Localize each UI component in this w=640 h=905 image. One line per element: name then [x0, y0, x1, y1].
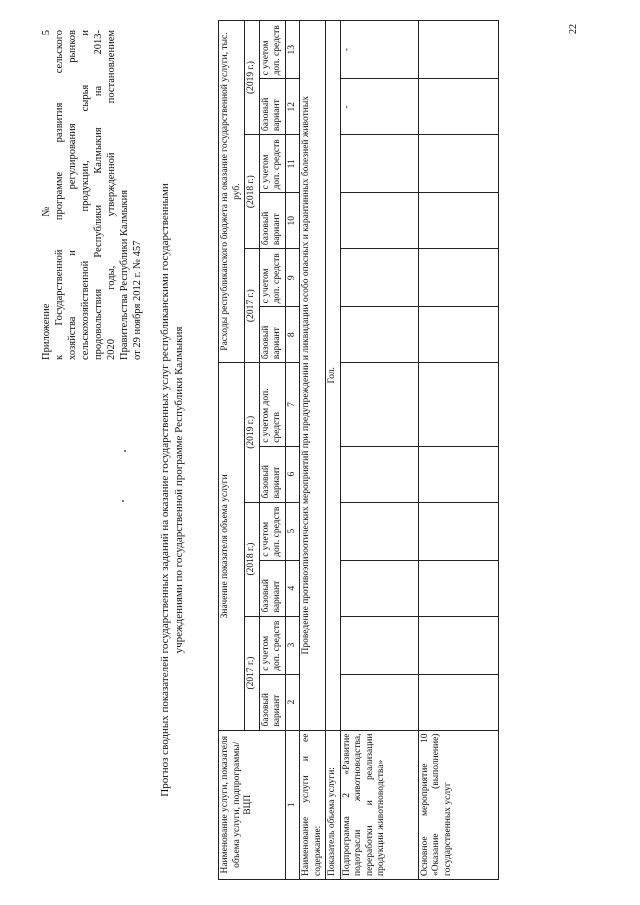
indicator-value: Гол.	[326, 21, 341, 731]
appendix-line: хозяйства и регулирования рынков	[67, 30, 78, 360]
appendix-line: Приложение № 5	[41, 30, 52, 360]
column-number: 12	[285, 79, 300, 135]
cell	[418, 193, 498, 249]
scan-dot	[124, 450, 126, 452]
service-label: Наименование услуги и ее содержание:	[300, 730, 326, 879]
cell	[418, 307, 498, 363]
header-base: базовый вариант	[259, 79, 285, 135]
header-budget-group: Расходы республиканского бюджета на оказание государственной услуги, тыс. руб.	[219, 21, 245, 363]
cell	[340, 502, 418, 560]
header-extra: с учетом доп. средств	[259, 21, 285, 79]
subprogram-label: Подпрограмма 2 «Развитие подотрасли животноводства, переработки и реализации продукции животноводства»	[340, 730, 418, 879]
header-base: базовый вариант	[259, 193, 285, 249]
header-row-1	[219, 21, 245, 880]
appendix-line: сельскохозяйственной продукции, сырья и	[80, 30, 91, 360]
column-number: 7	[285, 363, 300, 447]
cell	[340, 249, 418, 307]
column-number: 3	[285, 616, 300, 674]
cell	[418, 249, 498, 307]
appendix-line: Правительства Республики Калмыкия	[119, 189, 130, 360]
header-year: (2018 г.)	[245, 135, 260, 249]
title-line: Прогноз сводных показателей государственных заданий на оказание государственных услуг республиканскими государственными	[159, 183, 171, 797]
cell	[340, 193, 418, 249]
header-base: базовый вариант	[259, 560, 285, 616]
service-text: Проведение противоэпизоотических мероприятий при предупреждении и ликвидации особо опасных и карантинных болезней животных	[300, 21, 326, 731]
rotated-sheet	[40, 10, 580, 880]
cell	[340, 674, 418, 730]
appendix-line: к Государственной программе развития сельского	[54, 30, 65, 360]
header-extra: с учетом доп. средств	[259, 616, 285, 674]
column-number: 5	[285, 502, 300, 560]
cell	[340, 616, 418, 674]
cell	[418, 135, 498, 193]
cell	[340, 307, 418, 363]
page-number: 22	[568, 24, 579, 34]
subprogram-row	[340, 21, 418, 880]
cell	[340, 363, 418, 447]
service-row	[300, 21, 326, 880]
header-extra: с учетом доп. средств	[259, 363, 285, 447]
dash-cell: -	[340, 79, 418, 135]
main-event-label: Основное мероприятие 10 «Оказание (выполнение) государственных услуг	[418, 730, 498, 879]
column-number: 10	[285, 193, 300, 249]
cell	[418, 502, 498, 560]
dash-cell: -	[340, 21, 418, 79]
header-service-name: Наименование услуги, показателя объема услуги, подпрограммы/ВЦП	[219, 730, 286, 879]
column-number: 6	[285, 446, 300, 502]
column-number: 4	[285, 560, 300, 616]
scan-dot	[122, 500, 124, 502]
table-title	[158, 150, 186, 830]
column-number: 13	[285, 21, 300, 79]
header-year: (2018 г.)	[245, 502, 260, 616]
cell	[418, 616, 498, 674]
column-number: 1	[285, 730, 300, 879]
cell	[418, 674, 498, 730]
header-base: базовый вариант	[259, 674, 285, 730]
appendix-line: 2020 годы, утвержденной постановлением	[106, 30, 117, 360]
appendix-line: от 29 ноября 2012 г. № 457	[132, 240, 143, 360]
column-number: 8	[285, 307, 300, 363]
cell	[418, 446, 498, 502]
cell	[418, 560, 498, 616]
cell	[418, 79, 498, 135]
indicator-row	[326, 21, 341, 880]
header-base: базовый вариант	[259, 446, 285, 502]
header-year: (2019 г.)	[245, 21, 260, 135]
indicators-table	[218, 20, 499, 880]
cell	[340, 446, 418, 502]
cell	[340, 560, 418, 616]
header-year: (2017 г.)	[245, 249, 260, 363]
header-extra: с учетом доп. средств	[259, 502, 285, 560]
column-number: 11	[285, 135, 300, 193]
appendix-block	[40, 30, 144, 360]
cell	[418, 21, 498, 79]
header-extra: с учетом доп. средств	[259, 249, 285, 307]
indicator-label: Показатель объема услуги:	[326, 730, 341, 879]
cell	[340, 135, 418, 193]
main-event-row	[418, 21, 498, 880]
header-year: (2019 г.)	[245, 363, 260, 502]
header-year: (2017 г.)	[245, 616, 260, 730]
header-extra: с учетом доп. средств	[259, 135, 285, 193]
title-line: учреждениями по государственной программе Республики Калмыкия	[173, 326, 185, 654]
column-numbers-row	[285, 21, 300, 880]
header-volume-group: Значение показателя объема услуги	[219, 363, 245, 730]
appendix-line: продовольствия Республики Калмыкия на 2013-	[93, 30, 104, 360]
cell	[418, 363, 498, 447]
column-number: 9	[285, 249, 300, 307]
header-base: базовый вариант	[259, 307, 285, 363]
column-number: 2	[285, 674, 300, 730]
